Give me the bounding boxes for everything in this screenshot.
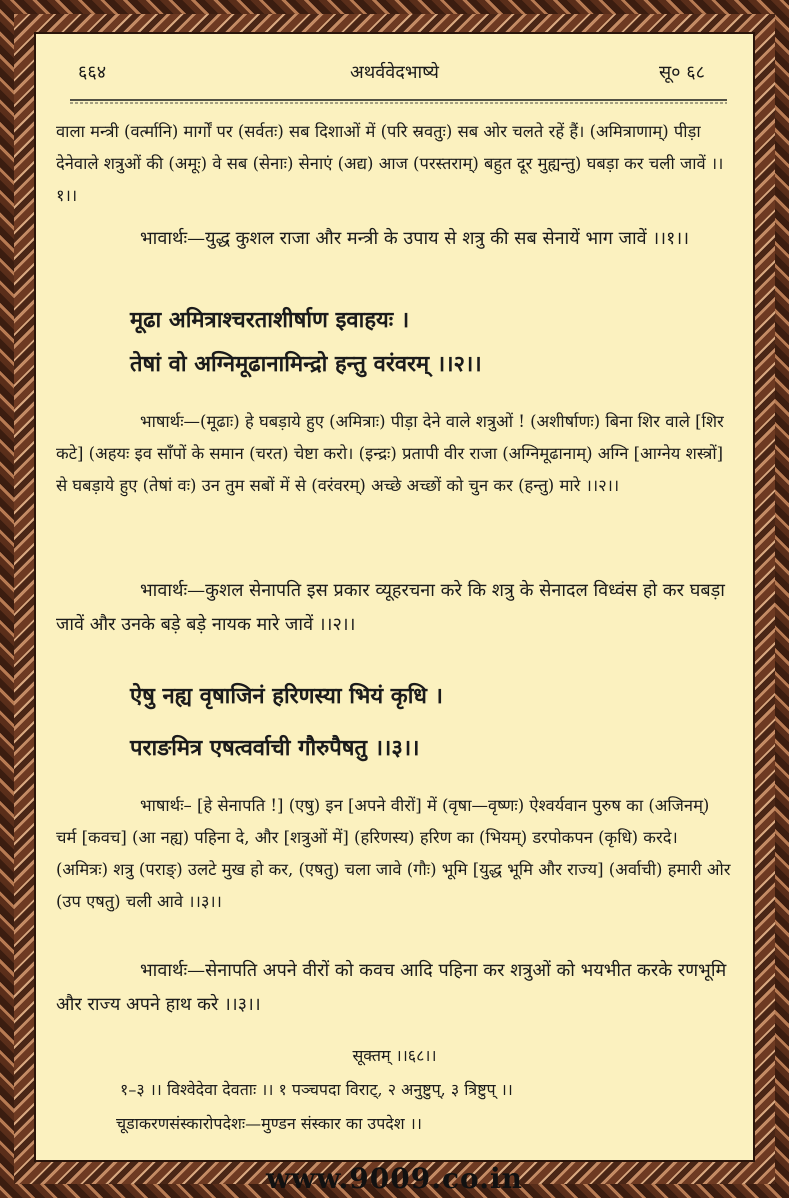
- paragraph-translation-2: भाषार्थः—(मूढाः) हे घबड़ाये हुए (अमित्राः) पीड़ा देने वाले शत्रुओं ! (अशीर्षाणः) बिना शिर वाले [शिर कटे] (अहयः इव साँपों के समान (चरत) चेष्टा करो। (इन्द्रः) प्रतापी वीर राजा (अग्निमूढानाम्) अग्नि [आग्नेय शस्त्रों] से घबड़ाये हुए (तेषां वः) उन तुम सबों में से (वरंवरम्) अच्छे अच्छों को चुन कर (हन्तु) मारे ।।२।।: [56, 412, 724, 495]
- paragraph-translation-1: वाला मन्त्री (वर्त्मानि) मार्गों पर (सर्वतः) सब दिशाओं में (परि स्रवतुः) सब ओर चलते रहें हैं। (अमित्राणाम्) पीड़ा देनेवाले शत्रुओं की (अमूः) वे सब (सेनाः) सेनाएं (अद्य) आज (परस्तराम्) बहुत दूर मुह्यन्तु) घबड़ा कर चली जावें ।।१।।: [56, 122, 724, 205]
- deity-metre-line: १–३ ।। विश्वेदेवा देवताः ।। १ पञ्चपदा विराट्, २ अनुष्टुप्, ३ त्रिष्टुप् ।।: [120, 1080, 513, 1099]
- mantra-2-line-2: तेषां वो अग्निमूढानामिन्द्रो हन्तु वरंवरम् ।।२।।: [130, 351, 482, 377]
- paragraph-bhavarth-3: भावार्थः—सेनापति अपने वीरों को कवच आदि पहिना कर शत्रुओं को भयभीत करके रणभूमि और राज्य अपने हाथ करे ।।३।।: [56, 960, 727, 1015]
- sukta-end: सूक्तम् ।।६८।।: [352, 1046, 437, 1065]
- sukta-number: सू० ६८: [659, 62, 705, 83]
- mantra-3-line-2: पराङमित्र एषत्वर्वाची गौरुपैषतु ।।३।।: [130, 735, 420, 761]
- paragraph-bhavarth-1: भावार्थः—युद्ध कुशल राजा और मन्त्री के उपाय से शत्रु की सब सेनायें भाग जावें ।।१।।: [140, 228, 690, 249]
- paragraph-bhavarth-2: भावार्थः—कुशल सेनापति इस प्रकार व्यूहरचना करे कि शत्रु के सेनादल विध्वंस हो कर घबड़ा जावें और उनके बड़े बड़े नायक मारे जावें ।।२।।: [56, 580, 725, 635]
- header-divider: [70, 96, 727, 104]
- topic-line: चूडाकरणसंस्कारोपदेशः—मुण्डन संस्कार का उपदेश ।।: [116, 1114, 422, 1133]
- book-page: [34, 32, 755, 1162]
- page-number: ६६४: [78, 62, 107, 83]
- book-title: अथर्ववेदभाष्ये: [350, 62, 439, 83]
- paragraph-translation-3: भाषार्थः– [हे सेनापति !] (एषु) इन [अपने वीरों] में (वृषा—वृष्णः) ऐश्वर्यवान पुरुष का (अजिनम्) चर्म [कवच] (आ नह्य) पहिना दे, और [शत्रुओं में] (हरिणस्य) हरिण का (भियम्) डरपोकपन (कृधि) करदे। (अमित्रः) शत्रु (पराङ्) उलटे मुख हो कर, (एषतु) चला जावे (गौः) भूमि [युद्ध भूमि और राज्य] (अर्वाची) हमारी ओर (उप एषतु) चली आवे ।।३।।: [56, 796, 731, 911]
- mantra-2-line-1: मूढा अमित्राश्चरताशीर्षाण इवाहयः ।: [130, 307, 410, 333]
- mantra-3-line-1: ऐषु नह्य वृषाजिनं हरिणस्या भियं कृधि ।: [130, 683, 443, 709]
- website-watermark: www.9009.co.in: [266, 1162, 523, 1195]
